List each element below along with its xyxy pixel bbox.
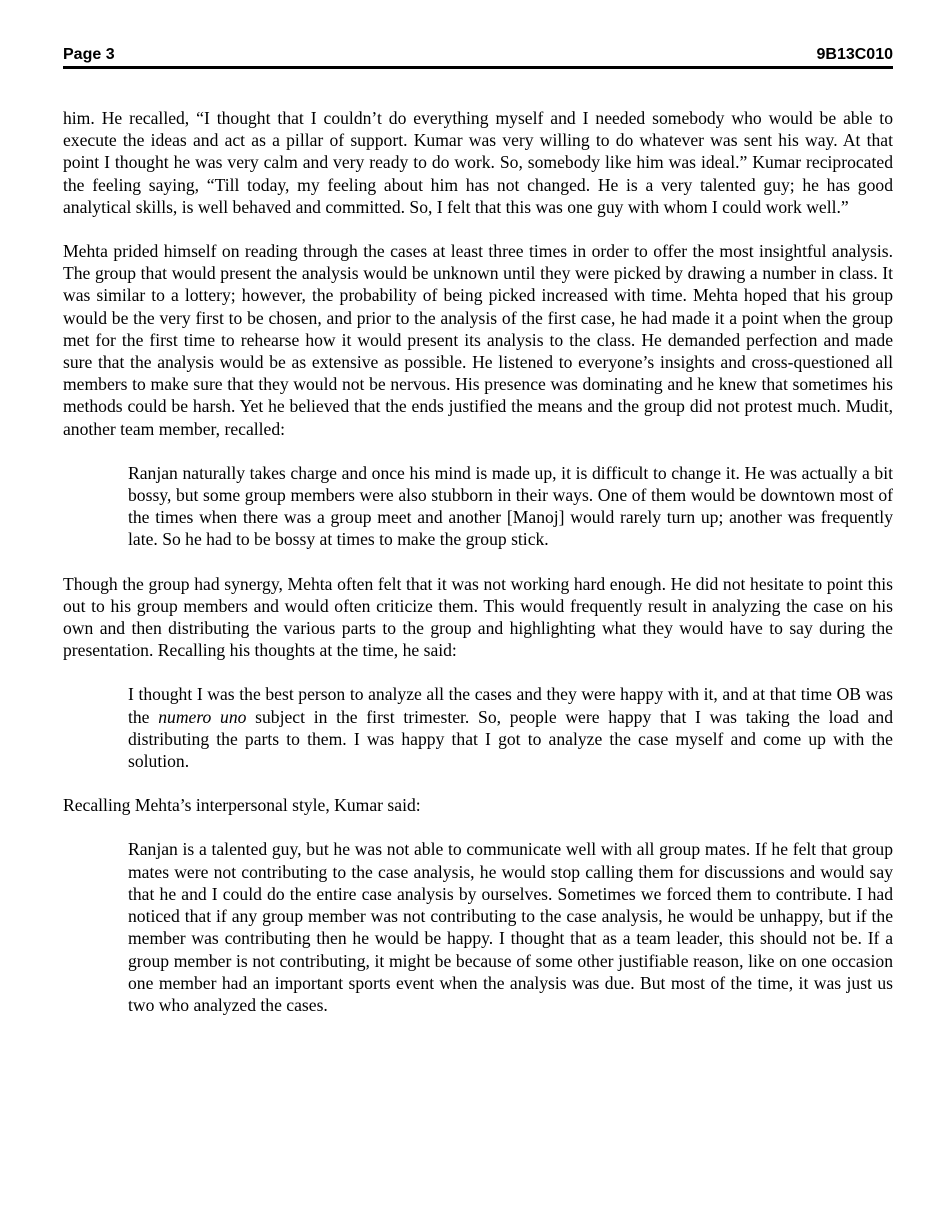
block-quote-mehta bbox=[128, 683, 893, 772]
quote-text-end: subject in the first trimester. So, people were happy that I was taking the load and distributing the parts to them. I was happy that I got to analyze the case myself and come up with the solution. bbox=[128, 706, 894, 772]
page-number: Page 3 bbox=[63, 46, 115, 63]
paragraph-3: Though the group had synergy, Mehta often felt that it was not working hard enough. He did not hesitate to point this out to his group members and would often criticize them. This would frequently result in analyzing the case on his own and then distributing the various parts to the group and highlighting what they would have to say during the presentation. Recalling his thoughts at the time, he said: bbox=[63, 573, 893, 661]
paragraph-1: him. He recalled, “I thought that I couldn’t do everything myself and I needed somebody who would be able to execute the ideas and act as a pillar of support. Kumar was very willing to do whatever was sent his way. At that point I thought he was very calm and very ready to do work. So, somebody like him was ideal.” Kumar reciprocated the feeling saying, “Till today, my feeling about him has not changed. He is a very talented guy; he has good analytical skills, is well behaved and committed. So, I felt that this was one guy with whom I could work well.” bbox=[63, 108, 893, 217]
paragraph-4: Recalling Mehta’s interpersonal style, Kumar said: bbox=[63, 795, 421, 816]
paragraph-2: Mehta prided himself on reading through the cases at least three times in order to offer the most insightful analysis. The group that would present the analysis would be unknown until they were picked by drawing a number in class. It was similar to a lottery; however, the probability of being picked increased with time. Mehta hoped that his group would be the very first to be chosen, and prior to the analysis of the first case, he had made it a point when the group met for the first time to rehearse how it would present its analysis to the class. He demanded perfection and made sure that the analysis would be as extensive as possible. He listened to everyone’s insights and cross-questioned all members to make sure that they would not be nervous. His presence was dominating and he knew that sometimes his methods could be harsh. Yet he believed that the ends justified the means and the group did not protest much. Mudit, another team member, recalled: bbox=[63, 241, 893, 439]
block-quote-kumar: Ranjan is a talented guy, but he was not able to communicate well with all group mates. If he felt that group mates were not contributing to the case analysis, he would stop calling them for discussions and would say that he and I could do the entire case analysis by ourselves. Sometimes we forced them to contribute. I had noticed that if any group member was not contributing to the case analysis, he would be unhappy, but if the member was contributing then he would be happy. I thought that as a team leader, this should not be. If a group member is not contributing, it might be because of some other justifiable reason, like on one occasion one member had an important sports event when the analysis was due. But most of the time, it was just us two who analyzed the cases. bbox=[128, 839, 893, 1015]
header-rule bbox=[63, 66, 893, 69]
document-code: 9B13C010 bbox=[816, 46, 893, 63]
quote-text-start: I thought I was the best person to analyze all the cases and they were happy with it, and at that time OB was the bbox=[128, 684, 893, 727]
block-quote-mudit: Ranjan naturally takes charge and once his mind is made up, it is difficult to change it. He was actually a bit bossy, but some group members were also stubborn in their ways. One of them would be downtown most of the times when there was a group meet and another [Manoj] would rarely turn up; another was frequently late. So he had to be bossy at times to make the group stick. bbox=[128, 462, 893, 550]
document-body bbox=[63, 107, 893, 1016]
emphasis-numero-uno: numero uno bbox=[158, 706, 247, 727]
page-header bbox=[63, 46, 893, 66]
